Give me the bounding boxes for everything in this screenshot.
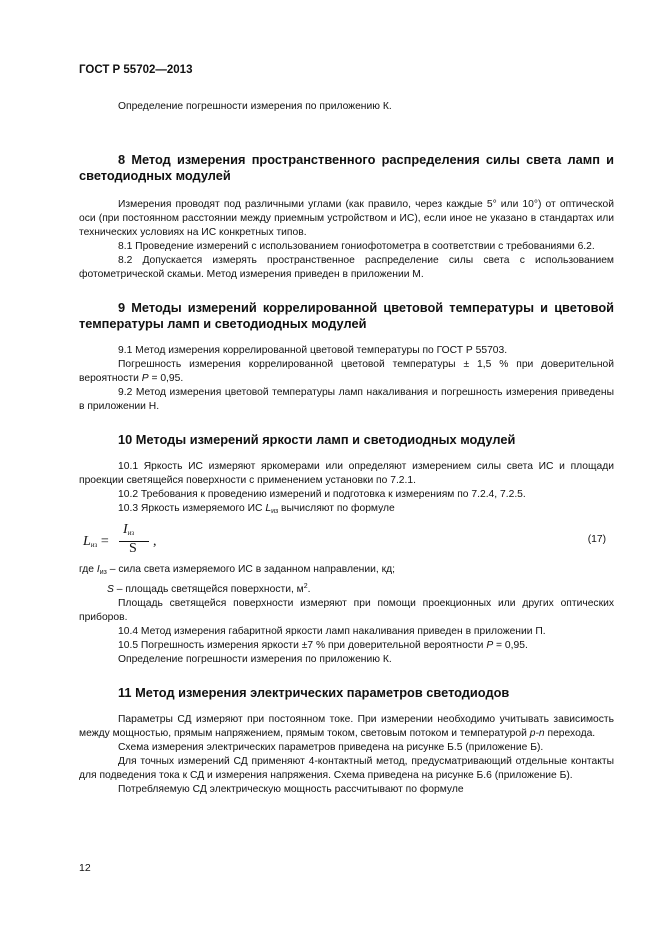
clause-10-2: 10.2 Требования к проведению измерений и подготовка к измерениям по 7.2.4, 7.2.5.	[118, 489, 526, 500]
section-10-heading: 10 Методы измерений яркости ламп и светодиодных модулей	[118, 432, 516, 447]
clause-10-3: 10.3 Яркость измеряемого ИС $L_{из}$ вычисляют по формуле	[118, 503, 395, 515]
section-11-paragraph-2: Схема измерения электрических параметров приведена на рисунке Б.5 (приложение Б).	[118, 742, 544, 753]
clause-10-5: 10.5 Погрешность измерения яркости ±7 % при доверительной вероятности P = 0,95.	[118, 640, 528, 651]
clause-10-1: 10.1 Яркость ИС измеряют яркомерами или определяют измерением силы света ИС и площади проекции светящейся поверхности с применением установки по 7.2.1.	[79, 461, 614, 486]
section-9-accuracy: Погрешность измерения коррелированной цветовой температуры ± 1,5 % при доверительной вероятности P = 0,95.	[79, 359, 614, 384]
area-measurement-paragraph: Площадь светящейся поверхности измеряют при помощи проекционных или других оптических приборов.	[79, 598, 614, 623]
document-body	[79, 100, 614, 797]
clause-10-4: 10.4 Метод измерения габаритной яркости ламп накаливания приведен в приложении П.	[118, 626, 546, 637]
formula-number: (17)	[587, 534, 606, 545]
clause-9-1: 9.1 Метод измерения коррелированной цветовой температуры по ГОСТ Р 55703.	[118, 345, 508, 356]
document-code-header: ГОСТ Р 55702—2013	[79, 64, 193, 76]
section-11-paragraph-1: Параметры СД измеряют при постоянном токе. При измерении необходимо учитывать зависимость между мощностью, прямым напряжением, прямым током, световым потоком и температурой p-n перехода.	[79, 714, 614, 739]
formula-where-area: S – площадь светящейся поверхности, $м^2$.	[107, 583, 311, 595]
formula-where-intensity: где $I_{из}$ – сила света измеряемого ИС в заданном направлении, кд;	[79, 564, 395, 576]
page-number: 12	[79, 862, 91, 874]
section-11-paragraph-4: Потребляемую СД электрическую мощность рассчитывают по формуле	[118, 784, 464, 795]
section-8-paragraph: Измерения проводят под различными углами (как правило, через каждые 5° или 10°) от оптической оси (при постоянном расстоянии между приемным устройством и ИС), если иное не указано в стандартах или технических условиях на ИС конкретных типов.	[79, 199, 614, 238]
formula-17: $L_{из}$ = $I_{из}$ S , (17)	[83, 522, 606, 556]
section-10-error-reference: Определение погрешности измерения по приложению К.	[118, 654, 392, 665]
intro-paragraph: Определение погрешности измерения по приложению К.	[118, 101, 392, 112]
section-8-heading: 8 Метод измерения пространственного распределения силы света ламп и светодиодных модулей	[79, 152, 614, 183]
clause-8-1: 8.1 Проведение измерений с использованием гониофотометра в соответствии с требованиями 6.2.	[118, 241, 595, 252]
section-11-heading: 11 Метод измерения электрических параметров светодиодов	[118, 685, 510, 700]
clause-9-2: 9.2 Метод измерения цветовой температуры ламп накаливания и погрешность измерения приведены в приложении Н.	[79, 387, 614, 412]
section-9-heading: 9 Методы измерений коррелированной цветовой температуры и цветовой температуры ламп и светодиодных модулей	[79, 300, 614, 331]
section-11-paragraph-3: Для точных измерений СД применяют 4-контактный метод, предусматривающий отдельные контакты для подведения тока к СД и измерения напряжения. Схема приведена на рисунке Б.6 (приложение Б).	[79, 756, 614, 781]
clause-8-2: 8.2 Допускается измерять пространственное распределение силы света с использованием фотометрической скамьи. Метод измерения приведен в приложении М.	[79, 255, 614, 280]
